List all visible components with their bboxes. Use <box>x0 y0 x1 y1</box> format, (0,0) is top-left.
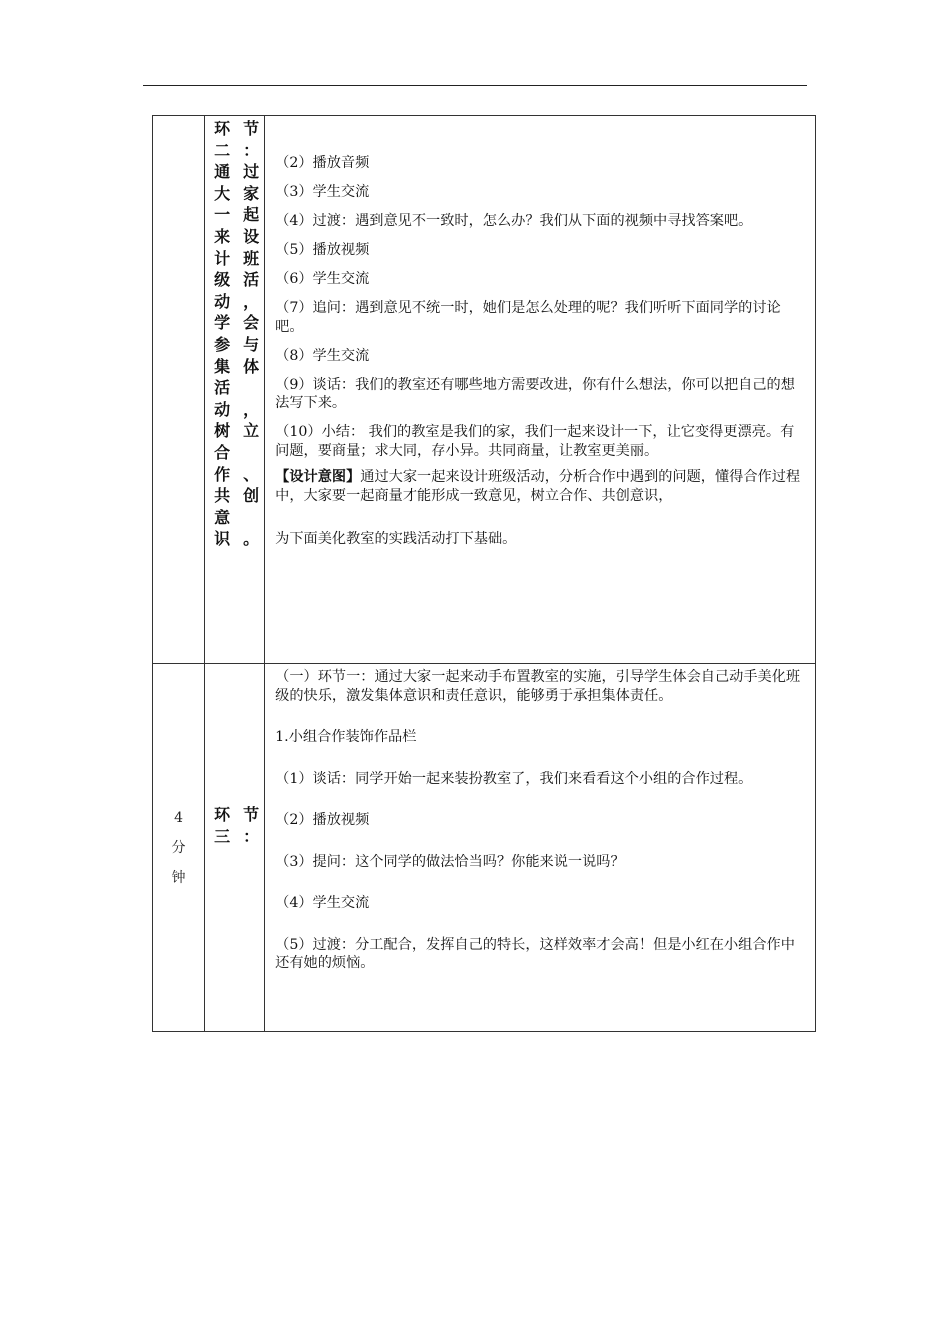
table-row <box>153 116 816 664</box>
step-item: （7）追问：遇到意见不统一时，她们是怎么处理的呢？我们听听下面同学的讨论吧。 <box>275 300 781 335</box>
step-item: （2）播放视频 <box>275 812 370 828</box>
step-item: （5）播放视频 <box>275 242 370 258</box>
step-item: （2）播放音频 <box>275 155 370 171</box>
time-unit-2: 钟 <box>171 869 186 886</box>
section-title: 环节三： <box>214 805 260 846</box>
time-value: 4 <box>174 809 183 826</box>
header-rule <box>143 85 807 86</box>
step-item: （4）过渡：遇到意见不一致时，怎么办？我们从下面的视频中寻找答案吧。 <box>275 213 753 229</box>
step-item: （4）学生交流 <box>275 895 370 911</box>
section-title-cell <box>205 116 265 664</box>
lesson-plan-table <box>152 115 816 1032</box>
design-intent-label: 【设计意图】 <box>275 469 361 485</box>
design-intent-text: 通过大家一起来设计班级活动，分析合作中遇到的问题，懂得合作过程中，大家要一起商量才能形成一致意见，树立合作、共创意识， <box>275 469 801 504</box>
time-cell <box>153 664 205 1032</box>
content-cell <box>265 116 816 664</box>
step-item: （1）谈话：同学开始一起来装扮教室了，我们来看看这个小组的合作过程。 <box>275 770 753 787</box>
step-item: （3）学生交流 <box>275 184 370 200</box>
table-row <box>153 664 816 1032</box>
design-intent <box>275 468 807 505</box>
time-cell <box>153 116 205 664</box>
section-title: 环节二：通过大家一起来设计班级活动，学会参与集体活动，树立合作、共创意识。 <box>214 119 260 549</box>
step-item: （9）谈话：我们的教室还有哪些地方需要改进，你有什么想法，你可以把自己的想法写下来。 <box>275 376 795 411</box>
step-item: （一）环节一：通过大家一起来动手布置教室的实施，引导学生体会自己动手美化班级的快乐，激发集体意识和责任意识，能够勇于承担集体责任。 <box>275 669 801 704</box>
step-item: （3）提问：这个同学的做法恰当吗？你能来说一说吗？ <box>275 853 625 870</box>
section-title-cell <box>205 664 265 1032</box>
time-unit-1: 分 <box>171 839 186 856</box>
step-item: （5）过渡：分工配合，发挥自己的特长，这样效率才会高！但是小红在小组合作中还有她的烦恼。 <box>275 936 795 971</box>
design-intent-tail: 为下面美化教室的实践活动打下基础。 <box>275 531 517 547</box>
step-item: 1.小组合作装饰作品栏 <box>275 729 417 745</box>
content-cell <box>265 664 816 1032</box>
step-item: （10）小结： 我们的教室是我们的家，我们一起来设计一下，让它变得更漂亮。有问题，要商量；求大同，存小异。共同商量，让教室更美丽。 <box>275 424 795 459</box>
step-item: （6）学生交流 <box>275 271 370 287</box>
step-item: （8）学生交流 <box>275 347 370 364</box>
